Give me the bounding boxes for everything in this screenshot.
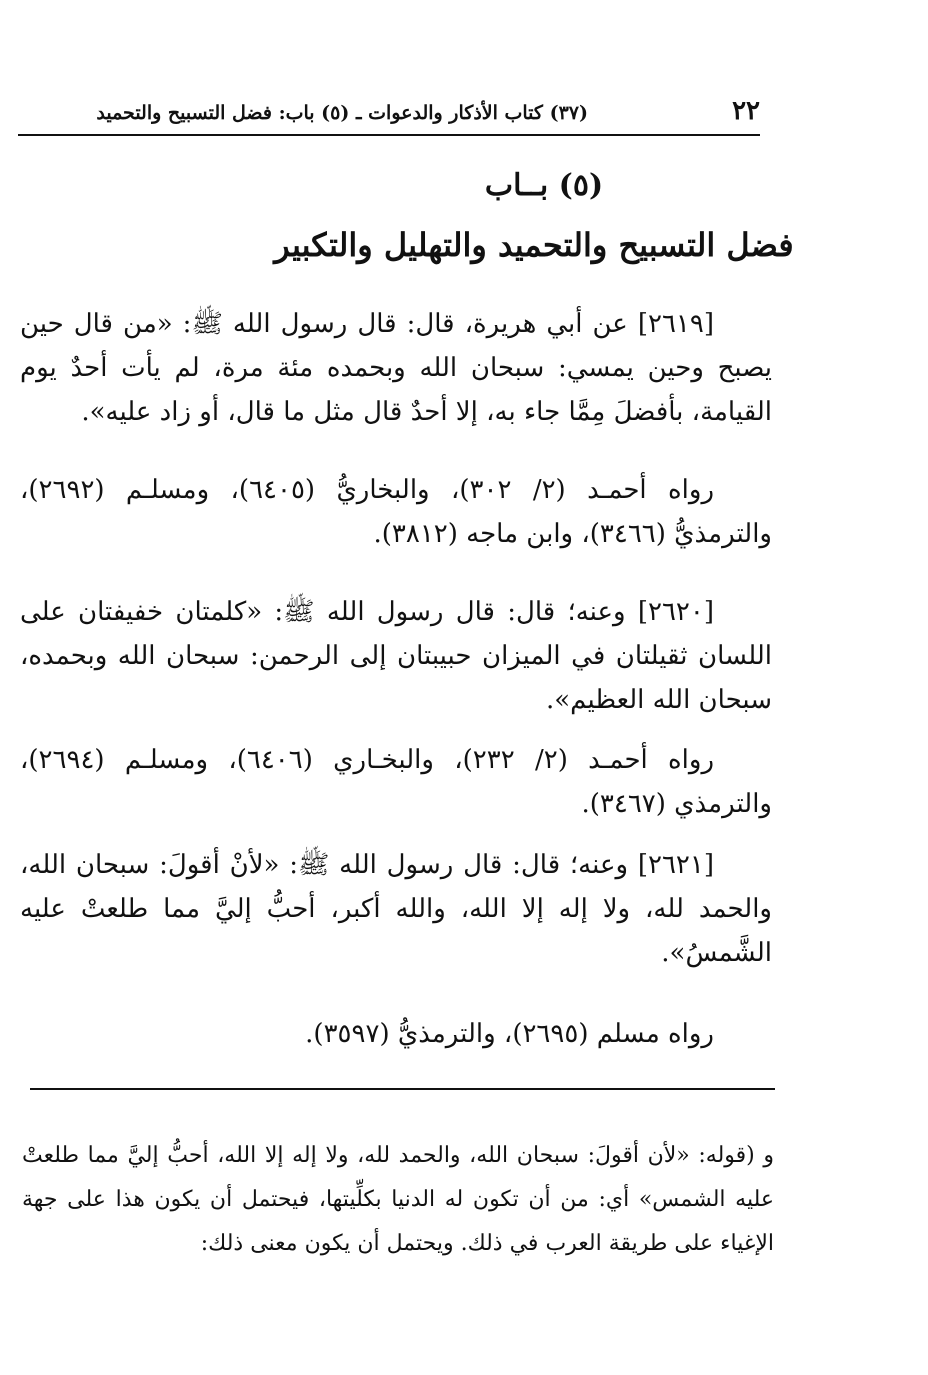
hadith-2620: [٢٦٢٠] وعنه؛ قال: قال رسول الله ﷺ: «كلمتان خفيفتان على اللسان ثقيلتان في الميزان حبيبتان إلى الرحمن: سبحان الله وبحمده، سبحان الله العظيم». — [20, 597, 772, 715]
chapter-label: (٥) بــاب — [484, 168, 604, 203]
hadith-2621-source: رواه مسلم (٢٦٩٥)، والترمذيُّ (٣٥٩٧). — [305, 1019, 714, 1049]
hadith-2619: [٢٦١٩] عن أبي هريرة، قال: قال رسول الله ﷺ: «من قال حين يصبح وحين يمسي: سبحان الله وبحمده مئة مرة، لم يأت أحدٌ يوم القيامة، بأفضلَ مِمَّا جاء به، إلا أحدٌ قال مثل ما قال، أو زاد عليه». — [20, 309, 772, 427]
chapter-title: فضل التسبيح والتحميد والتهليل والتكبير — [274, 226, 794, 264]
hadith-2619-source: رواه أحمـد (٢/ ٣٠٢)، والبخاريُّ (٦٤٠٥)، ومسلـم (٢٦٩٢)، والترمذيُّ (٣٤٦٦)، وابن ماجه (٣٨١٢). — [20, 475, 772, 549]
footnote-divider — [30, 1088, 775, 1090]
footnote: و (قوله: «لأن أقولَ: سبحان الله، والحمد لله، ولا إله إلا الله، أحبُّ إليَّ مما طلعتْ عليه الشمس» أي: من أن تكون له الدنيا بكلِّيتها، فيحتمل أن يكون هذا على جهة الإغياء على طريقة العرب في ذلك. ويحتمل أن يكون معنى ذلك: — [22, 1143, 774, 1256]
running-header-title: (٣٧) كتاب الأذكار والدعوات ـ (٥) باب: فضل التسبيح والتحميد — [96, 102, 588, 124]
hadith-2620-source: رواه أحمـد (٢/ ٢٣٢)، والبخـاري (٦٤٠٦)، ومسلـم (٢٦٩٤)، والترمذي (٣٤٦٧). — [20, 745, 772, 819]
running-header — [18, 92, 760, 136]
page-number: ٢٢ — [732, 96, 760, 126]
hadith-2621: [٢٦٢١] وعنه؛ قال: قال رسول الله ﷺ: «لأنْ أقولَ: سبحان الله، والحمد لله، ولا إله إلا الله، والله أكبر، أحبُّ إليَّ مما طلعتْ عليه الشَّمسُ». — [20, 850, 772, 968]
